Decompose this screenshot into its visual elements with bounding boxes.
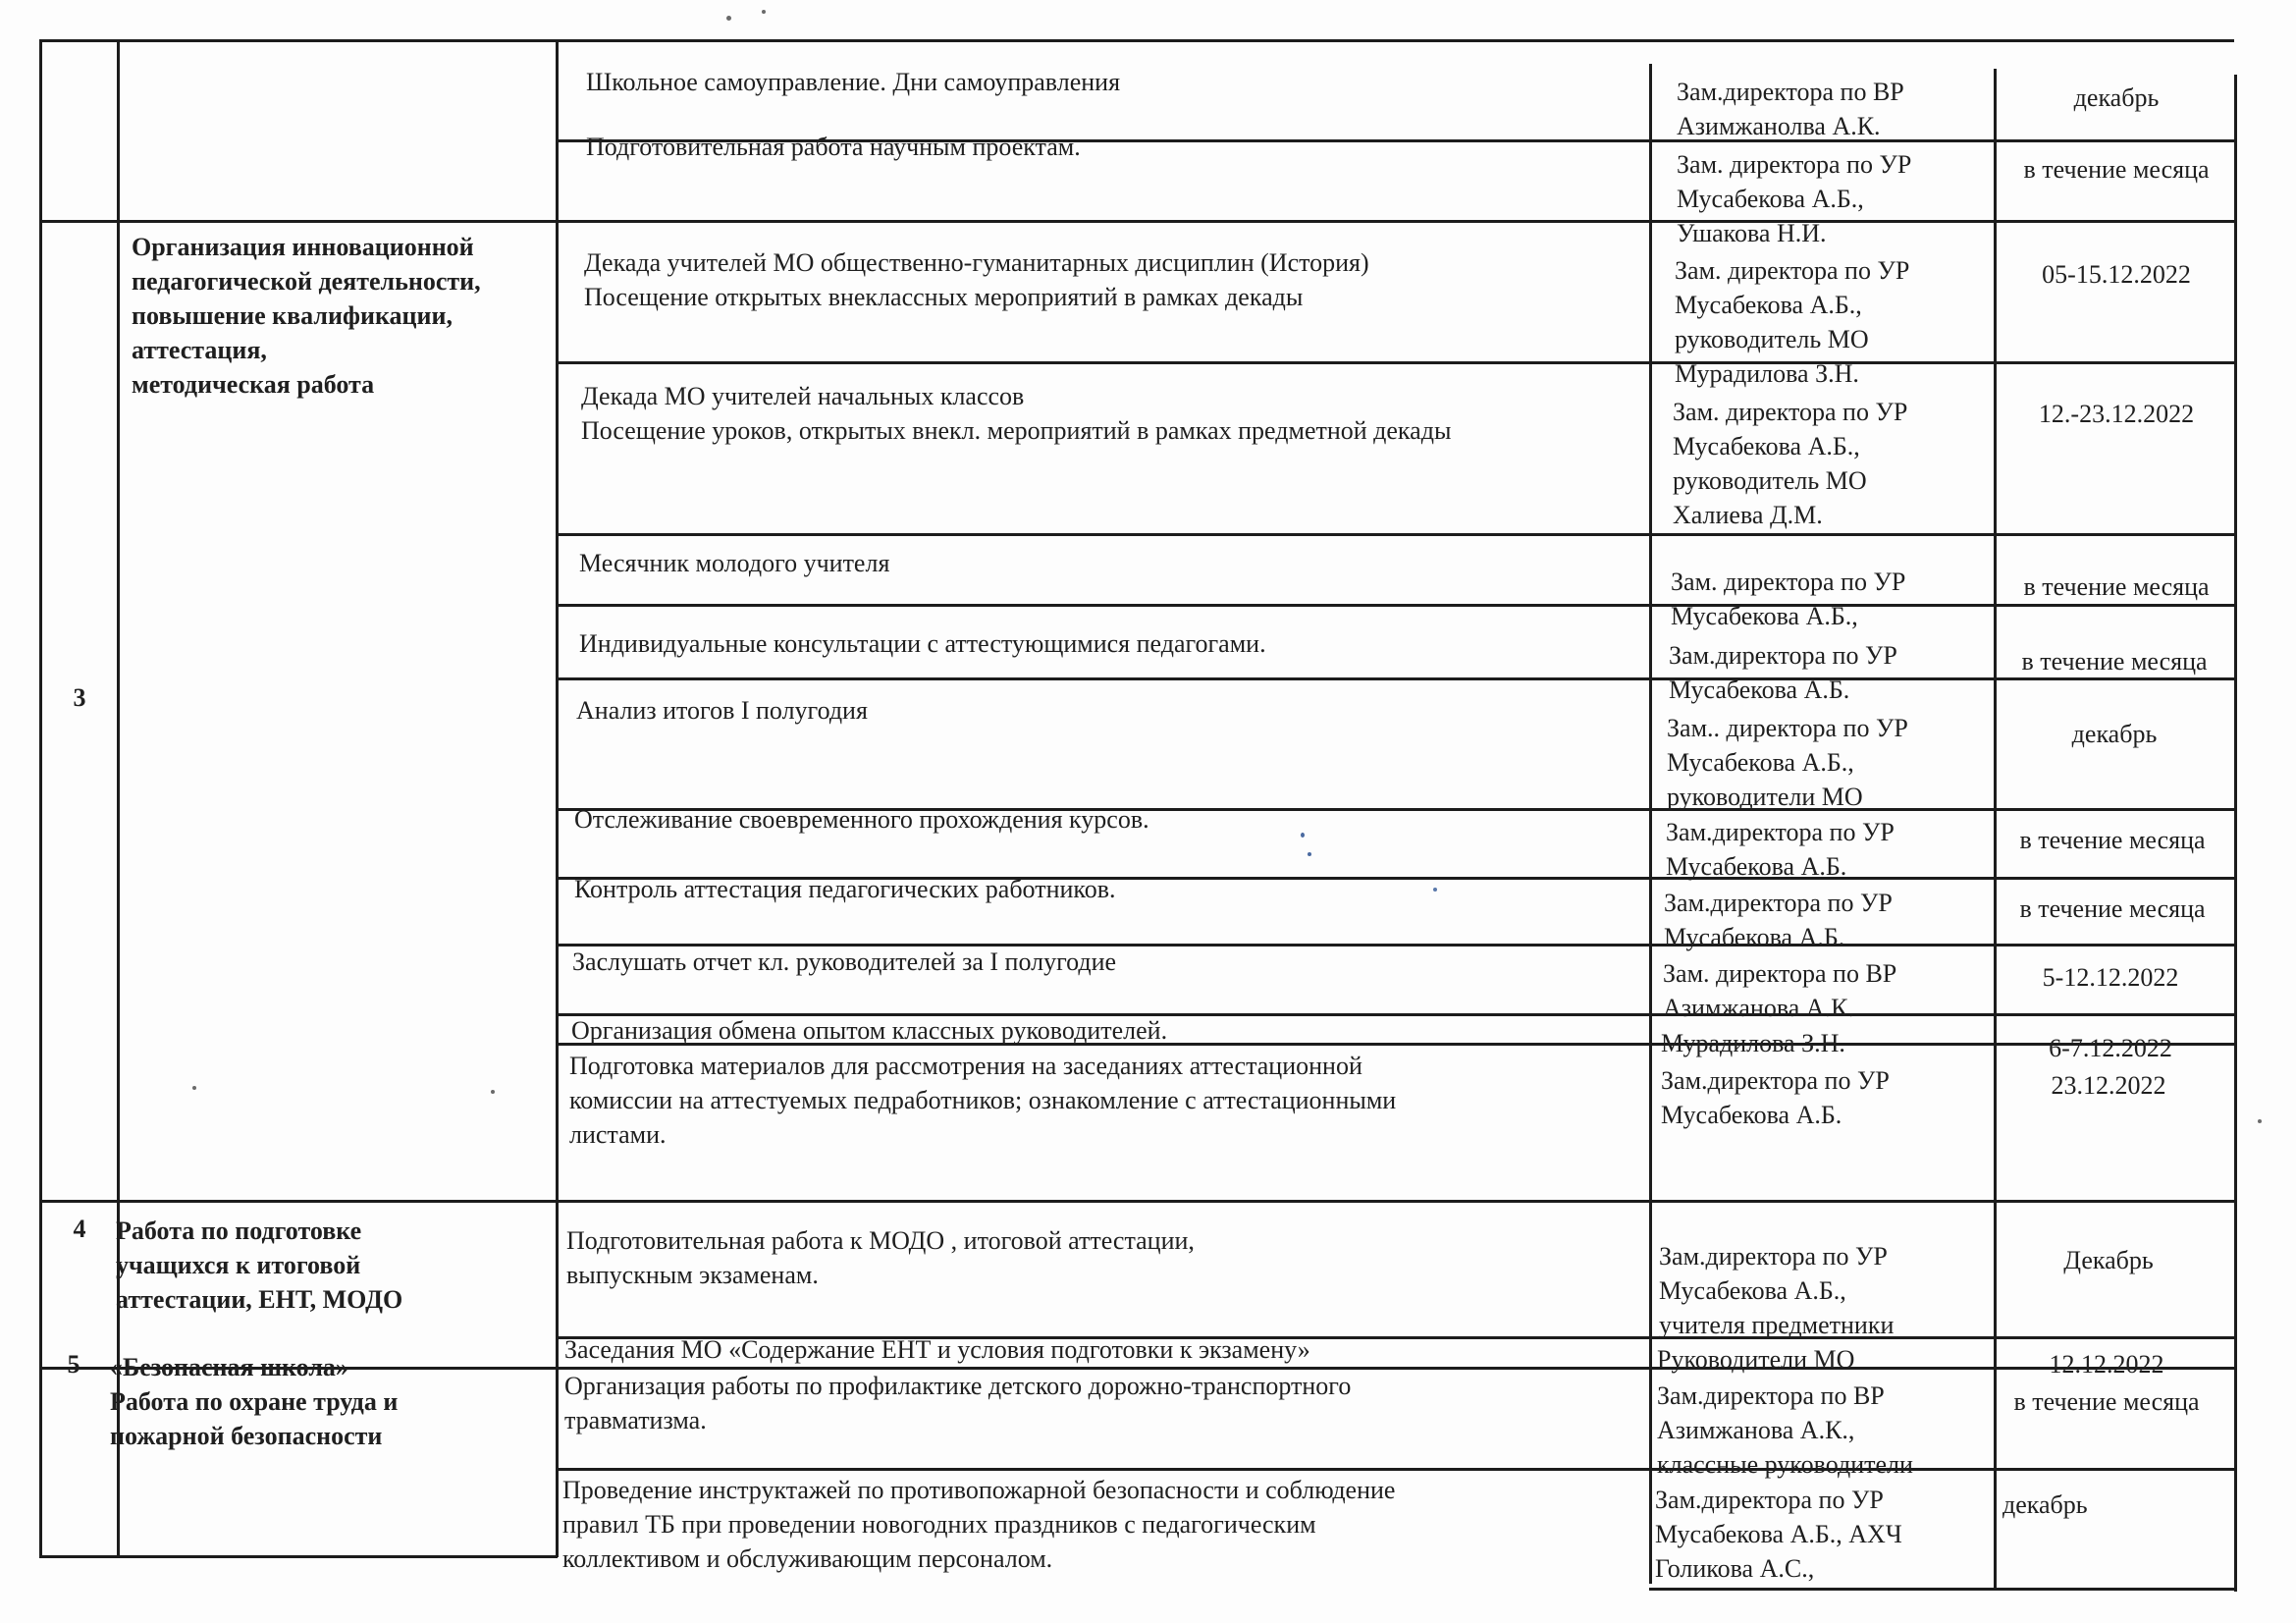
date-cell: декабрь [2073,83,2160,112]
date-cell: в течение месяца [2021,647,2208,676]
event-cell: Контроль аттестация педагогических работников. [574,875,1116,903]
table-border-top [39,39,2234,42]
scan-speck [491,1090,495,1094]
section-number: 4 [73,1215,86,1243]
section-number: 3 [73,683,86,712]
scan-speck [1433,888,1437,892]
event-cell: Индивидуальные консультации с аттестующимися педагогами. [579,629,1266,658]
responsible-cell: Зам. директора по УР Мусабекова А.Б., [1671,568,1906,630]
responsible-cell: Зам.директора по УР Мусабекова А.Б., АХЧ Голикова А.С., [1655,1486,1902,1583]
responsible-cell: Зам.директора по УР Мусабекова А.Б. [1669,641,1897,704]
row-line [559,677,2236,680]
date-cell: 12.12.2022 [2049,1350,2164,1379]
event-cell: Подготовка материалов для рассмотрения на заседаниях аттестационной комиссии на аттестуемых педработников; ознакомление с аттестационными листами. [569,1052,1397,1149]
responsible-cell: Зам. директора по УР Мусабекова А.Б., руководитель МО Мурадилова З.Н. [1675,256,1910,388]
event-cell: Проведение инструктажей по противопожарной безопасности и соблюдение правил ТБ при проведении новогодних праздников с педагогическим коллективом и обслуживающим персоналом. [562,1476,1396,1573]
date-cell: Декабрь [2063,1246,2154,1274]
date-cell: 23.12.2022 [2051,1071,2166,1100]
responsible-cell: Зам.директора по УР Мусабекова А.Б. [1666,818,1895,881]
event-cell: Организация обмена опытом классных руководителей. [571,1016,1168,1045]
responsible-cell: Зам.директора по УР Мусабекова А.Б. [1664,889,1893,951]
column-divider-event [1649,64,1652,1584]
date-cell: в течение месяца [2013,1387,2200,1416]
table-border-bottom [1649,1588,2236,1591]
responsible-cell: Зам.. директора по УР Мусабекова А.Б., руководители МО [1667,714,1908,811]
table-border-right [2234,75,2237,1592]
scan-speck [1301,833,1305,838]
event-cell: Подготовительная работа научным проектам. [586,133,1081,161]
responsible-cell: Зам. директора по ВР Азимжанова А.К. [1663,959,1897,1022]
event-cell: Заседания МО «Содержание ЕНТ и условия подготовки к экзамену» [564,1335,1310,1364]
date-cell: 6-7.12.2022 [2049,1034,2172,1062]
responsible-cell: Зам.директора по ВР Азимжанова А.К., классные руководители [1657,1381,1913,1479]
date-cell: 12.-23.12.2022 [2038,400,2195,428]
event-cell: Анализ итогов I полугодия [576,696,868,725]
date-cell: 05-15.12.2022 [2042,260,2191,289]
event-cell: Отслеживание своевременного прохождения курсов. [574,805,1149,834]
section-line [39,1200,2236,1203]
responsible-cell: Мурадилова З.Н. [1661,1029,1845,1057]
section-number: 5 [67,1350,80,1379]
date-cell: 5-12.12.2022 [2042,963,2179,992]
date-cell: в течение месяца [2023,572,2210,601]
event-cell: Школьное самоуправление. Дни самоуправления [586,68,1121,96]
date-cell: в течение месяца [2019,826,2206,854]
scan-speck [762,10,766,14]
scan-speck [192,1086,196,1090]
date-cell: декабрь [2002,1490,2088,1519]
responsible-cell: Зам. директора по УР Мусабекова А.Б., руководитель МО Халиева Д.М. [1673,398,1908,529]
event-cell: Организация работы по профилактике детского дорожно-транспортного травматизма. [564,1372,1352,1434]
responsible-cell: Зам.директора по ВР Азимжанолва А.К. [1677,78,1904,140]
responsible-cell: Зам.директора по УР Мусабекова А.Б., учителя предметники [1659,1242,1895,1339]
column-divider-num [117,39,120,1557]
scan-speck [2258,1119,2262,1123]
event-cell: Подготовительная работа к МОДО , итоговой аттестации, выпускным экзаменам. [566,1226,1195,1289]
section-title: «Безопасная школа» Работа по охране труда и пожарной безопасности [110,1353,399,1450]
column-divider-section [556,39,559,1557]
date-cell: в течение месяца [2019,894,2206,923]
event-cell: Месячник молодого учителя [579,549,890,577]
date-cell: декабрь [2071,720,2158,748]
event-cell: Декада учителей МО общественно-гуманитарных дисциплин (История) Посещение открытых внеклассных мероприятий в рамках декады [584,248,1369,311]
event-cell: Декада МО учителей начальных классов Посещение уроков, открытых внекл. мероприятий в рамках предметной декады [581,382,1452,445]
responsible-cell: Зам.директора по УР Мусабекова А.Б. [1661,1066,1890,1129]
section-title: Организация инновационной педагогической деятельности, повышение квалификации, аттестация, методическая работа [132,233,481,399]
event-cell: Заслушать отчет кл. руководителей за I полугодие [572,947,1117,976]
scan-speck [1308,852,1311,856]
section-title: Работа по подготовке учащихся к итоговой аттестации, ЕНТ, МОДО [116,1217,403,1314]
scan-speck [726,16,731,21]
responsible-cell: Зам. директора по УР Мусабекова А.Б., Ушакова Н.И. [1677,150,1912,247]
date-cell: в течение месяца [2023,155,2210,184]
table-border-left [39,39,42,1557]
row-line [559,533,2236,536]
responsible-cell: Руководители МО [1657,1345,1855,1374]
table-border-bottom [39,1555,558,1558]
row-line [559,1468,2236,1471]
